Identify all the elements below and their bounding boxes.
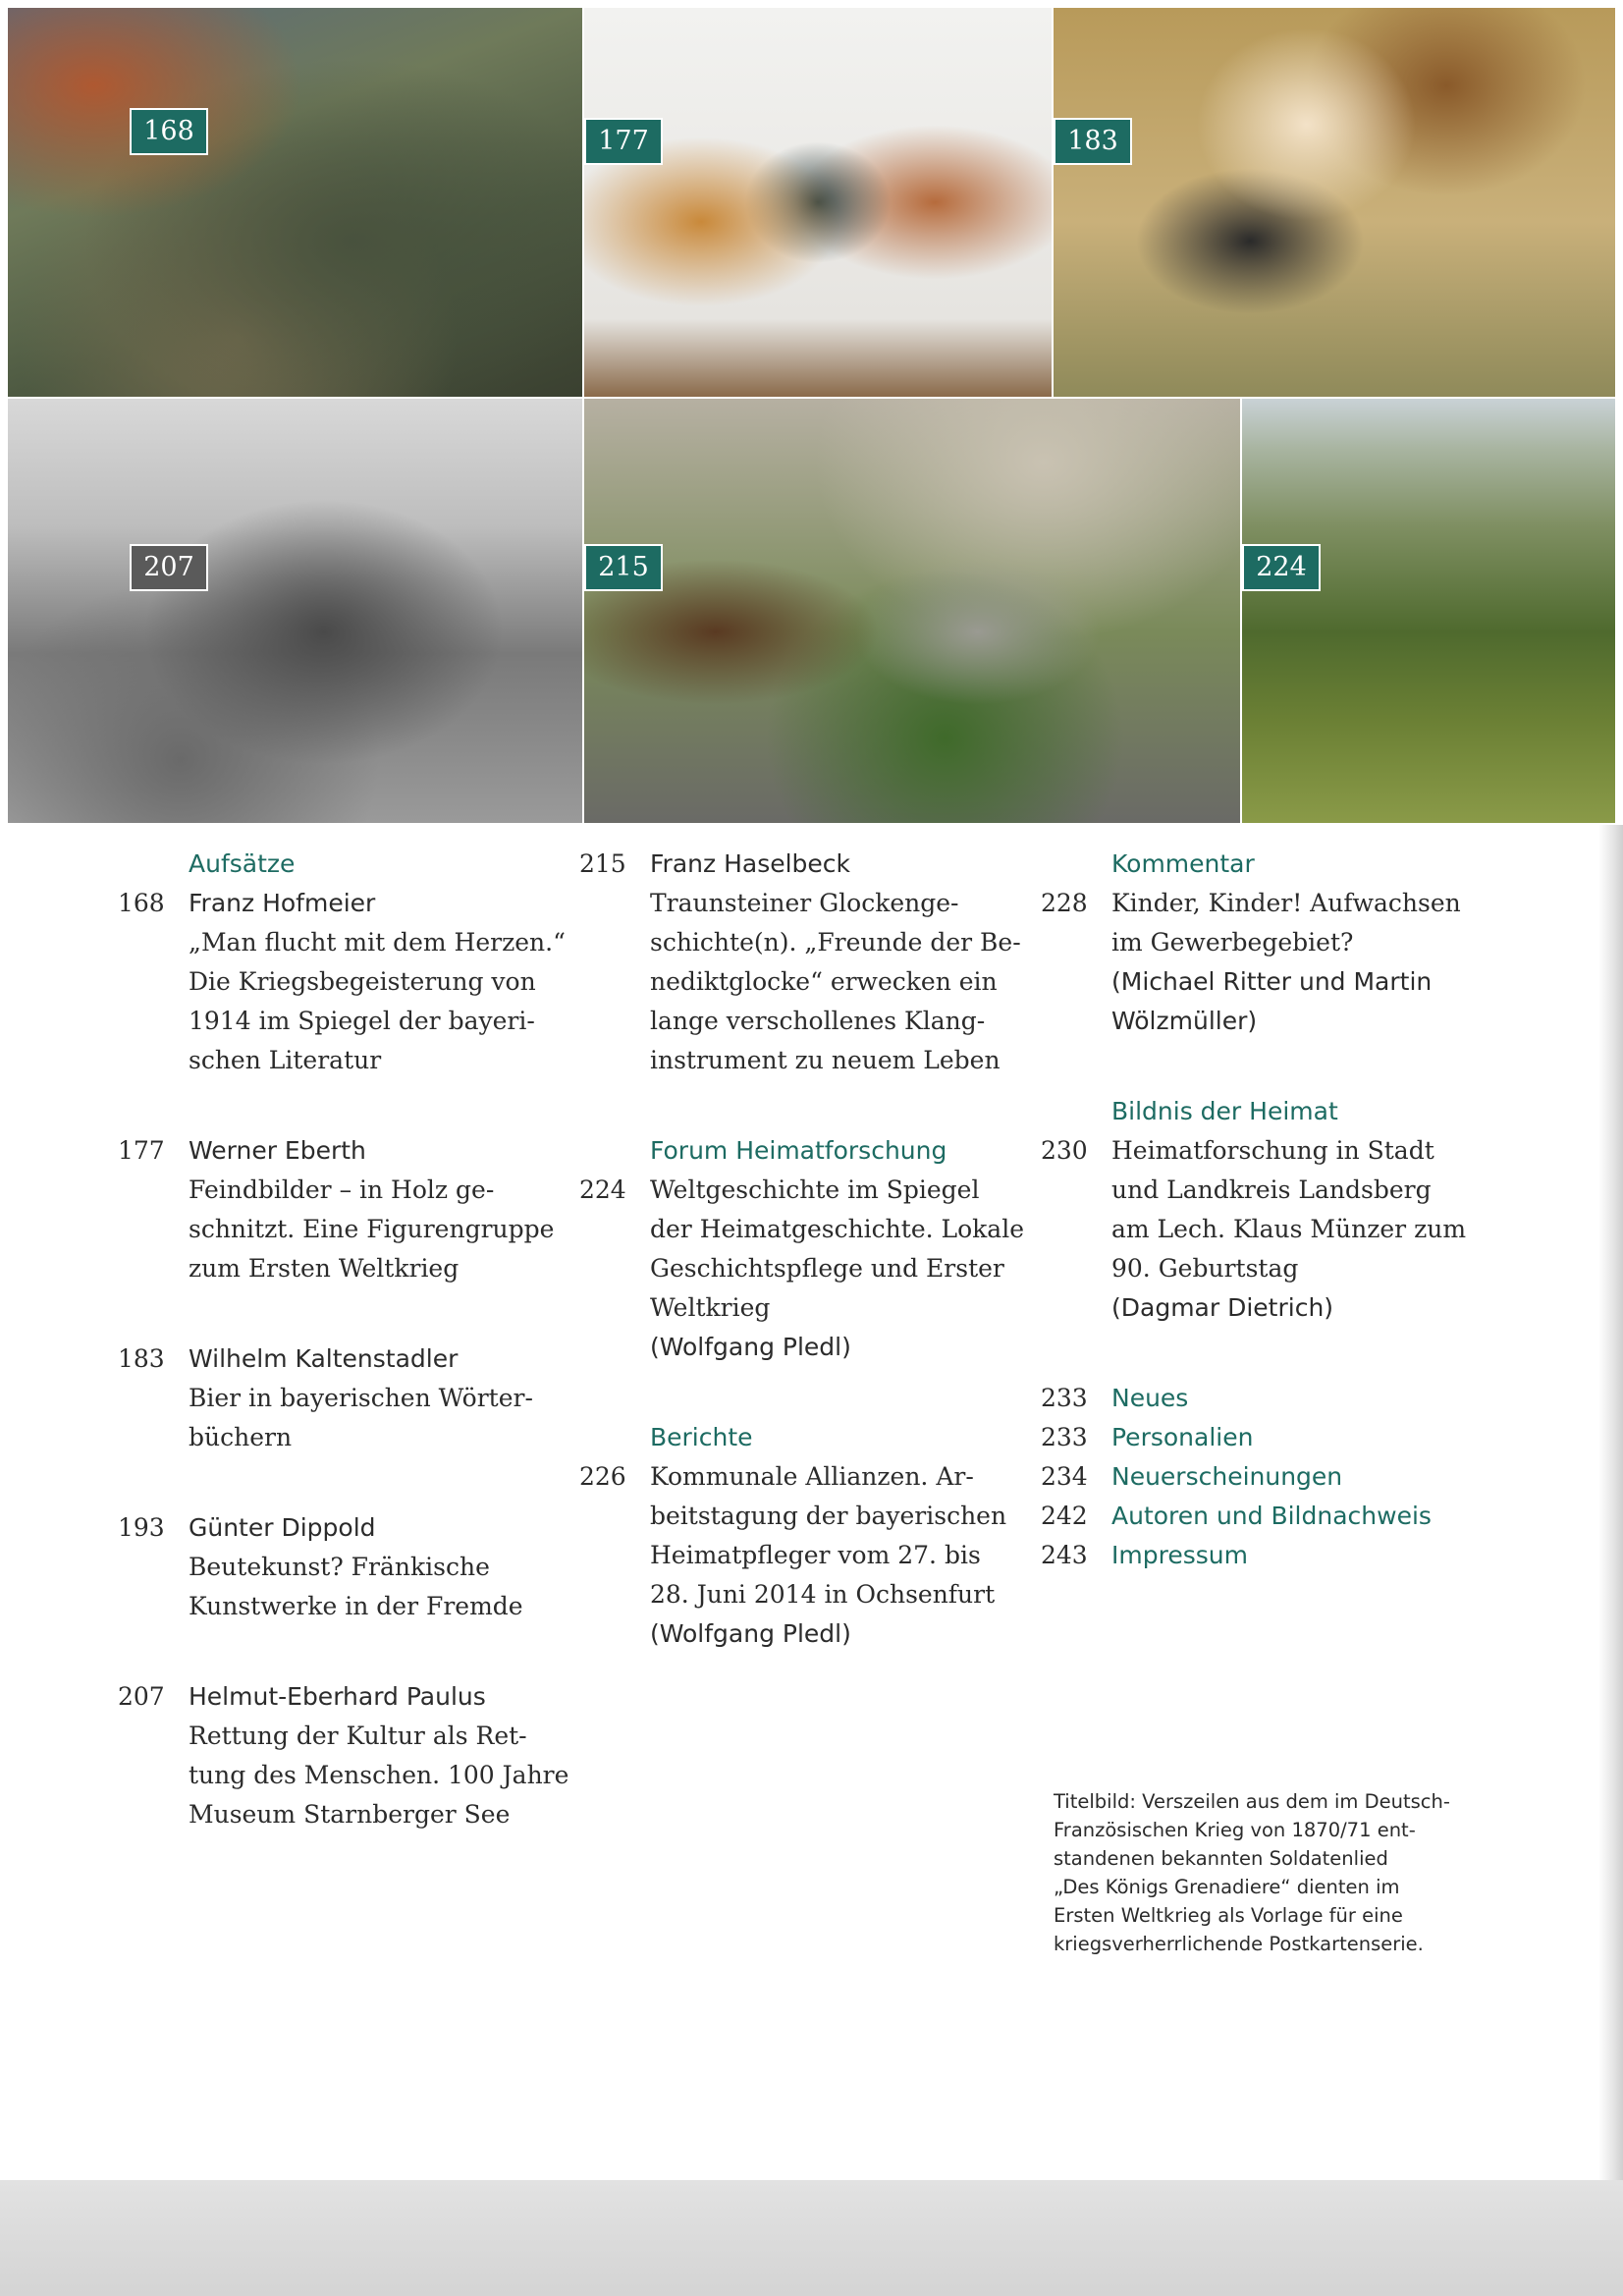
page-number: 230 bbox=[1041, 1136, 1088, 1165]
entry-title: Weltgeschichte im Spiegel der Heimatgeschichte. Lokale Geschichtspflege und Erster Weltkrieg bbox=[650, 1175, 1025, 1322]
toc-entry[interactable] bbox=[1041, 1131, 1532, 1328]
entry-author: (Michael Ritter und Martin Wölzmüller) bbox=[1111, 967, 1433, 1035]
page-number: 207 bbox=[118, 1682, 165, 1711]
entry-title: „Man flucht mit dem Herzen.“ Die Kriegsbegeisterung von 1914 im Spiegel der bayeri- schen Literatur bbox=[189, 928, 566, 1074]
cover-caption: Titelbild: Verszeilen aus dem im Deutsch- Französischen Krieg von 1870/71 ent- standenen bekannten Soldatenlied „Des Königs Grenadiere“ dienten im Ersten Weltkrieg als Vorlage für eine kriegsverherrlichende Postkartenserie. bbox=[1054, 1790, 1450, 1955]
entry-author: (Dagmar Dietrich) bbox=[1111, 1293, 1334, 1322]
entry-label: Impressum bbox=[1111, 1541, 1248, 1569]
page-number: 226 bbox=[579, 1462, 626, 1491]
toc-column-1 bbox=[118, 845, 579, 1834]
entry-author: Günter Dippold bbox=[189, 1513, 376, 1542]
entry-label: Neuerscheinungen bbox=[1111, 1462, 1343, 1491]
scan-bottom-shadow bbox=[0, 2180, 1623, 2296]
page-number: 228 bbox=[1041, 889, 1088, 917]
entry-title: Beutekunst? Fränkische Kunstwerke in der Fremde bbox=[189, 1553, 523, 1620]
entry-title: Feindbilder – in Holz ge- schnitzt. Eine Figurengruppe zum Ersten Weltkrieg bbox=[189, 1175, 555, 1283]
toc-entry-impressum[interactable] bbox=[1041, 1536, 1532, 1575]
photo-landscape bbox=[1242, 399, 1615, 823]
entry-author: Franz Haselbeck bbox=[650, 849, 851, 878]
page-number: 215 bbox=[579, 849, 626, 878]
toc-entry[interactable] bbox=[118, 1339, 579, 1457]
section-heading: Kommentar bbox=[1111, 849, 1255, 878]
section-heading: Aufsätze bbox=[189, 849, 296, 878]
section-heading: Forum Heimatforschung bbox=[650, 1136, 947, 1165]
scan-edge-shadow bbox=[1598, 825, 1623, 2180]
page-number: 234 bbox=[1041, 1462, 1088, 1491]
photo-beer-maid bbox=[1054, 8, 1615, 397]
page-number: 242 bbox=[1041, 1502, 1088, 1530]
toc-entry-neues[interactable] bbox=[1041, 1379, 1532, 1418]
page-number: 243 bbox=[1041, 1541, 1088, 1569]
entry-title: Rettung der Kultur als Ret- tung des Menschen. 100 Jahre Museum Starnberger See bbox=[189, 1722, 569, 1829]
entry-label: Neues bbox=[1111, 1384, 1189, 1412]
page-badge: 207 bbox=[130, 544, 208, 591]
toc-entry[interactable] bbox=[579, 1171, 1041, 1367]
toc-entry-personalien[interactable] bbox=[1041, 1418, 1532, 1457]
entry-label: Personalien bbox=[1111, 1423, 1254, 1451]
page-number: 193 bbox=[118, 1513, 165, 1542]
page-badge: 168 bbox=[130, 108, 208, 155]
page-number: 177 bbox=[118, 1136, 165, 1165]
photo-soldiers bbox=[8, 8, 582, 397]
toc-entry[interactable] bbox=[1041, 884, 1532, 1041]
entry-title: Bier in bayerischen Wörter- büchern bbox=[189, 1384, 533, 1451]
page-badge: 177 bbox=[584, 118, 663, 165]
entry-title: Kinder, Kinder! Aufwachsen im Gewerbegebiet? bbox=[1111, 889, 1461, 957]
toc-entry[interactable] bbox=[118, 884, 579, 1080]
photo-farmhouse bbox=[8, 399, 582, 823]
page-badge: 183 bbox=[1054, 118, 1132, 165]
page-badge: 224 bbox=[1242, 544, 1321, 591]
entry-title: Traunsteiner Glockenge- schichte(n). „Freunde der Be- nediktglocke“ erwecken ein lange verschollenes Klang- instrument zu neuem Leben bbox=[650, 889, 1021, 1074]
toc-entry[interactable] bbox=[579, 1457, 1041, 1654]
entry-title: Kommunale Allianzen. Ar- beitstagung der bayerischen Heimatpfleger vom 27. bis 28. Juni 2014 in Ochsenfurt bbox=[650, 1462, 1007, 1609]
page-number: 224 bbox=[579, 1175, 626, 1204]
entry-label: Autoren und Bildnachweis bbox=[1111, 1502, 1432, 1530]
toc-entry[interactable] bbox=[118, 1131, 579, 1288]
section-heading: Berichte bbox=[650, 1423, 753, 1451]
toc-entry-neuerscheinungen[interactable] bbox=[1041, 1457, 1532, 1497]
photo-bell-procession bbox=[584, 399, 1240, 823]
entry-title: Heimatforschung in Stadt und Landkreis Landsberg am Lech. Klaus Münzer zum 90. Geburtstag bbox=[1111, 1136, 1467, 1283]
toc-entry[interactable] bbox=[118, 1508, 579, 1626]
toc-column-3 bbox=[1041, 845, 1532, 1575]
entry-author: (Wolfgang Pledl) bbox=[650, 1333, 851, 1361]
entry-author: Helmut-Eberhard Paulus bbox=[189, 1682, 486, 1711]
page-number: 233 bbox=[1041, 1423, 1088, 1451]
page-number: 183 bbox=[118, 1344, 165, 1373]
entry-author: Werner Eberth bbox=[189, 1136, 366, 1165]
toc-entry[interactable] bbox=[579, 845, 1041, 1080]
photo-wood-figures bbox=[584, 8, 1052, 397]
page-number: 168 bbox=[118, 889, 165, 917]
toc-entry[interactable] bbox=[118, 1677, 579, 1834]
section-heading: Bildnis der Heimat bbox=[1111, 1097, 1338, 1125]
entry-author: Franz Hofmeier bbox=[189, 889, 376, 917]
page-number: 233 bbox=[1041, 1384, 1088, 1412]
entry-author: Wilhelm Kaltenstadler bbox=[189, 1344, 459, 1373]
page-badge: 215 bbox=[584, 544, 663, 591]
entry-author: (Wolfgang Pledl) bbox=[650, 1619, 851, 1648]
toc-entry-autoren[interactable] bbox=[1041, 1497, 1532, 1536]
toc-column-2 bbox=[579, 845, 1041, 1654]
